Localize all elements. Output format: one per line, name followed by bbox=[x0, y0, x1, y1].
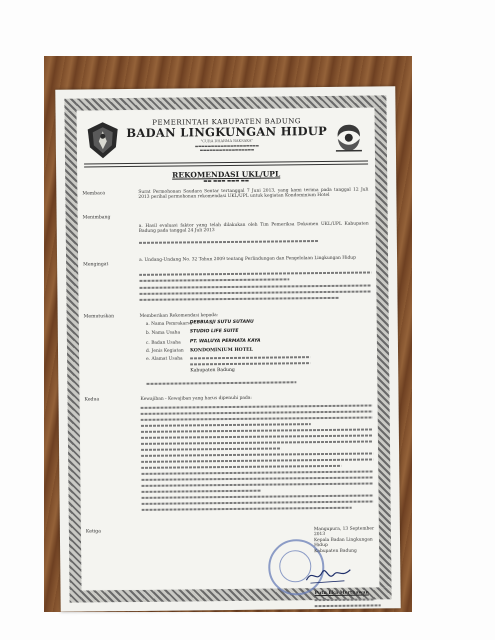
recipient-name-value: DEBBIASJI SUTU SUTANU bbox=[189, 319, 254, 326]
illegible-text-line bbox=[141, 470, 373, 474]
illegible-text-line bbox=[139, 278, 289, 282]
signature-block bbox=[314, 526, 378, 554]
section-text-mengingat: a. Undang-Undang No. 32 Tahun 2009 tentang Perlindungan dan Pengelolaan Lingkungan Hidup bbox=[139, 255, 356, 263]
illegible-text-line bbox=[190, 362, 310, 365]
activity-type-value: KONDOMINIUM HOTEL bbox=[189, 347, 253, 354]
section-text-memutuskan: Memberikan Rekomendasi kepada: bbox=[139, 313, 219, 319]
illegible-text-line bbox=[141, 434, 373, 438]
business-name-label: b. Nama Usaha bbox=[145, 330, 181, 336]
illegible-text-line bbox=[139, 271, 371, 275]
section-label-menimbang: Menimbang bbox=[82, 215, 111, 221]
illegible-text-line bbox=[315, 604, 381, 607]
signature-office: Kepala Badan Lingkungan Hidup bbox=[313, 537, 373, 549]
signature-place-date: Mangupura, 13 September 2013 bbox=[313, 526, 375, 538]
activity-type-label: d. Jenis Kegiatan bbox=[145, 348, 184, 354]
section-text-menimbang: a. Hasil evaluasi faktor yang telah dilakukan oleh Tim Pemeriksa Dokumen UKL/UPL Kabupaten Badung pada tanggal 24 Juli 2013 bbox=[138, 221, 369, 235]
illegible-text-line bbox=[141, 465, 341, 469]
header-rule bbox=[84, 161, 368, 167]
handwritten-signature-icon bbox=[304, 564, 352, 587]
illegible-text-line bbox=[139, 297, 339, 301]
document-title: REKOMENDASI UKL/UPL bbox=[172, 169, 281, 180]
letterhead-address-line: ▬▬▬▬▬▬▬▬▬▬▬▬▬▬▬▬▬ bbox=[199, 147, 255, 153]
illegible-text-line bbox=[141, 447, 281, 450]
document-body bbox=[78, 108, 379, 597]
illegible-text-line bbox=[141, 416, 373, 420]
illegible-text-line bbox=[190, 356, 310, 359]
letterhead-address-line: ▬▬▬▬▬▬▬▬▬▬▬▬▬▬▬▬▬▬▬▬ bbox=[194, 143, 259, 148]
illegible-text-line bbox=[141, 423, 311, 427]
letterhead bbox=[126, 117, 328, 154]
illegible-text-line bbox=[139, 240, 319, 244]
illegible-text-line bbox=[142, 494, 374, 498]
section-label-mengingat: Mengingat bbox=[83, 262, 109, 268]
section-text-kedua: Kewajiban - Kewajiban yang harus dipenuhi pada: bbox=[140, 395, 252, 402]
signature-region: Kabupaten Badung bbox=[314, 548, 357, 554]
environment-agency-logo-icon bbox=[332, 121, 366, 155]
section-label-ketiga: Ketiga bbox=[85, 529, 101, 535]
illegible-text-line bbox=[315, 598, 375, 601]
illegible-text-line bbox=[146, 381, 296, 385]
agency-name: BADAN LINGKUNGAN HIDUP bbox=[126, 123, 328, 141]
illegible-text-line bbox=[142, 500, 374, 504]
section-label-kedua: Kedua bbox=[84, 397, 100, 403]
section-label-memutuskan: Memutuskan bbox=[83, 314, 115, 320]
illegible-text-line bbox=[141, 458, 373, 462]
illegible-text-line bbox=[141, 482, 373, 486]
recipient-name-label: a. Nama Pemrakarsa bbox=[145, 321, 193, 327]
address-label: e. Alamat Usaha bbox=[146, 356, 183, 362]
illegible-text-line bbox=[141, 490, 261, 493]
government-name: PEMERINTAH KABUPATEN BADUNG bbox=[152, 117, 302, 127]
document-sheet bbox=[55, 86, 400, 612]
illegible-text-line bbox=[141, 476, 373, 480]
document-number: ▬▬ ▬▬▬ ▬▬▬ ▬▬ bbox=[203, 178, 250, 185]
business-entity-label: c. Badan Usaha bbox=[145, 340, 181, 346]
business-name-value: STUDIO LIFE SUITE bbox=[189, 328, 239, 335]
section-text-membaca: Surat Permohonan Saudara Sentar tertanggal 7 Juni 2013, yang kami terima pada tanggal 12 Juli 2013 perihal permohonan rekomendasi UKL/UPL untuk kegiatan Kondominium Hotel bbox=[138, 187, 369, 201]
signatory-name: Putu Eka Merthawan bbox=[314, 590, 369, 597]
section-label-membaca: Membaca bbox=[82, 191, 106, 197]
illegible-text-line bbox=[141, 410, 373, 414]
business-entity-value: PT. WALUYA PERMATA KAYA bbox=[189, 338, 261, 345]
badung-emblem-icon bbox=[86, 121, 120, 159]
illegible-text-line bbox=[141, 428, 373, 432]
illegible-text-line bbox=[139, 284, 371, 288]
illegible-text-line bbox=[139, 290, 371, 294]
illegible-text-line bbox=[141, 452, 373, 456]
illegible-text-line bbox=[141, 440, 373, 444]
agency-motto: "CURA DHARMA RAKSAKA" bbox=[200, 138, 254, 144]
address-value: Kabupaten Badung bbox=[190, 367, 235, 374]
illegible-text-line bbox=[141, 404, 373, 408]
illegible-text-line bbox=[142, 507, 352, 511]
